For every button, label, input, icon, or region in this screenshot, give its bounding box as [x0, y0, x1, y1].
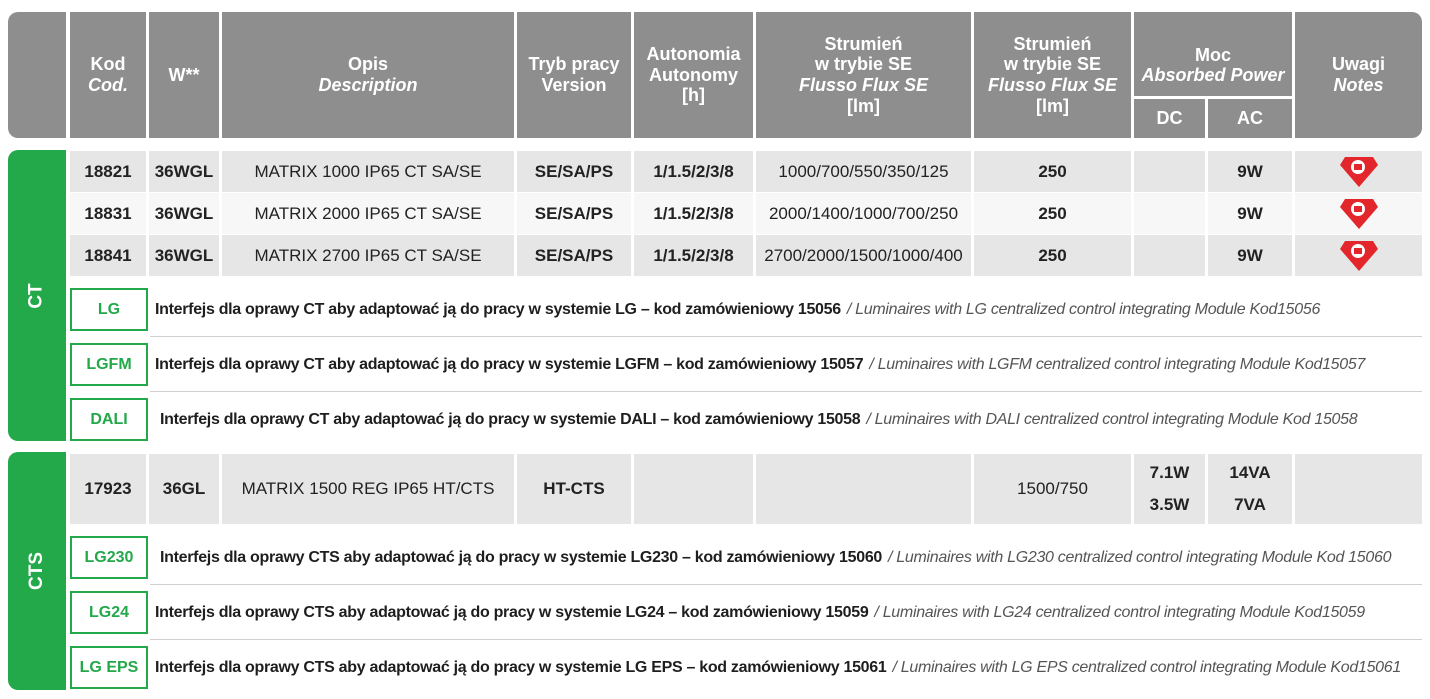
interface-badge-lg-eps: LG EPS: [70, 646, 148, 689]
header-uwagi: [1295, 12, 1422, 138]
header-strumien-2-l1: Strumień: [1013, 33, 1092, 54]
cell-notes: [1295, 454, 1422, 524]
interface-text-en: / Luminaires with LG230 centralized control integrating Module Kod 15060: [888, 548, 1392, 566]
header-strumien-2-l3: Flusso Flux SE: [987, 75, 1118, 95]
cell-flux: 1000/700/550/350/125: [756, 151, 971, 192]
cell-opis: MATRIX 2700 IP65 CT SA/SE: [222, 235, 514, 276]
interface-text-en: / Luminaires with LG centralized control integrating Module Kod15056: [846, 300, 1321, 318]
interface-text-en: / Luminaires with DALI centralized control integrating Module Kod 15058: [866, 410, 1358, 428]
cell-dc-value-2: 3.5W: [1149, 495, 1190, 514]
header-opis-label: Opis: [347, 54, 388, 75]
header-ac-label: AC: [1237, 108, 1263, 129]
cell-flux: [756, 454, 971, 524]
header-strumien-2-l2: w trybie SE: [1003, 54, 1102, 75]
row-divider: [150, 584, 1422, 585]
header-moc: [1134, 12, 1292, 96]
interface-description: [155, 591, 1420, 634]
header-strumien-1-l2: w trybie SE: [814, 54, 913, 75]
interface-text-en: / Luminaires with LG EPS centralized control integrating Module Kod15061: [892, 658, 1401, 676]
section-label-ct: [8, 150, 66, 441]
cell-dc: [1134, 151, 1205, 192]
header-ac: [1208, 99, 1292, 138]
cell-flux-se: 250: [974, 193, 1131, 234]
header-kod: [70, 12, 146, 138]
interface-badge-lgfm: LGFM: [70, 343, 148, 386]
cell-autonomia: 1/1.5/2/3/8: [634, 193, 753, 234]
cell-notes: [1295, 193, 1422, 234]
header-kod-en: Cod.: [88, 75, 128, 95]
interface-text-pl: Interfejs dla oprawy CT aby adaptować ją do pracy w systemie LGFM – kod zamówieniowy 15057: [155, 355, 864, 373]
cell-tryb: SE/SA/PS: [517, 235, 631, 276]
cell-autonomia: [634, 454, 753, 524]
cell-dc: [1134, 454, 1205, 524]
header-autonomia-label: Autonomia: [646, 43, 741, 64]
cell-notes: [1295, 235, 1422, 276]
cell-flux-se: 250: [974, 235, 1131, 276]
cell-flux: 2700/2000/1500/1000/400: [756, 235, 971, 276]
cell-kod: 18831: [70, 193, 146, 234]
section-label-cts: [8, 452, 66, 690]
header-strumien-2: [974, 12, 1131, 138]
cell-dc: [1134, 235, 1205, 276]
cell-opis: MATRIX 2000 IP65 CT SA/SE: [222, 193, 514, 234]
header-autonomia-en: Autonomy: [649, 64, 738, 85]
header-moc-label: Moc: [1195, 44, 1231, 65]
cell-ac: 9W: [1208, 151, 1292, 192]
ip-badge-icon: [1339, 197, 1379, 231]
header-opis-en: Description: [318, 75, 418, 95]
header-w: [149, 12, 219, 138]
interface-description: [160, 536, 1420, 579]
cell-kod: 18841: [70, 235, 146, 276]
header-strumien-1-l3: Flusso Flux SE: [798, 75, 929, 95]
header-uwagi-label: Uwagi: [1331, 54, 1385, 75]
header-autonomia-unit: [h]: [682, 85, 705, 106]
cell-ac-value-1: 14VA: [1229, 463, 1271, 482]
header-tryb: [517, 12, 631, 138]
header-autonomia: [634, 12, 753, 138]
cell-flux-se: 1500/750: [974, 454, 1131, 524]
header-strumien-2-l4: [lm]: [1036, 95, 1069, 116]
header-moc-en: Absorbed Power: [1141, 65, 1285, 86]
cell-kod: 17923: [70, 454, 146, 524]
interface-text-pl: Interfejs dla oprawy CTS aby adaptować ją do pracy w systemie LG230 – kod zamówieniowy 15060: [160, 548, 883, 566]
interface-text-pl: Interfejs dla oprawy CTS aby adaptować ją do pracy w systemie LG24 – kod zamówieniowy 15059: [155, 603, 869, 621]
header-dc: [1134, 99, 1205, 138]
cell-w: 36WGL: [149, 235, 219, 276]
cell-autonomia: 1/1.5/2/3/8: [634, 235, 753, 276]
cell-w: 36WGL: [149, 193, 219, 234]
row-divider: [150, 639, 1422, 640]
row-divider: [150, 336, 1422, 337]
interface-description: [155, 646, 1420, 689]
interface-description: [160, 398, 1420, 441]
ip-badge-icon: [1339, 239, 1379, 273]
cell-flux: 2000/1400/1000/700/250: [756, 193, 971, 234]
cell-kod: 18821: [70, 151, 146, 192]
cell-ac-value-2: 7VA: [1234, 495, 1266, 514]
cell-dc-value-1: 7.1W: [1149, 463, 1190, 482]
interface-description: [155, 288, 1420, 331]
cell-ac: 9W: [1208, 235, 1292, 276]
cell-opis: MATRIX 1500 REG IP65 HT/CTS: [222, 454, 514, 524]
header-dc-label: DC: [1156, 108, 1183, 129]
ip-badge-icon: [1339, 155, 1379, 189]
header-tryb-label: Tryb pracy: [528, 54, 620, 75]
header-corner: [8, 12, 66, 138]
interface-badge-lg24: LG24: [70, 591, 148, 634]
header-strumien-1: [756, 12, 971, 138]
header-strumien-1-l4: [lm]: [847, 95, 880, 116]
header-w-label: W**: [168, 64, 200, 85]
cell-autonomia: 1/1.5/2/3/8: [634, 151, 753, 192]
cell-ac: 9W: [1208, 193, 1292, 234]
header-strumien-1-l1: Strumień: [824, 33, 903, 54]
interface-text-pl: Interfejs dla oprawy CT aby adaptować ją do pracy w systemie DALI – kod zamówieniowy 15058: [160, 410, 861, 428]
cell-tryb: SE/SA/PS: [517, 151, 631, 192]
cell-w: 36GL: [149, 454, 219, 524]
section-cts-text: CTS: [26, 552, 47, 590]
cell-notes: [1295, 151, 1422, 192]
interface-text-pl: Interfejs dla oprawy CT aby adaptować ją do pracy w systemie LG – kod zamówieniowy 15056: [155, 300, 841, 318]
interface-badge-dali: DALI: [70, 398, 148, 441]
header-tryb-en: Version: [541, 75, 607, 95]
row-divider: [150, 391, 1422, 392]
cell-flux-se: 250: [974, 151, 1131, 192]
cell-opis: MATRIX 1000 IP65 CT SA/SE: [222, 151, 514, 192]
interface-badge-lg230: LG230: [70, 536, 148, 579]
header-uwagi-en: Notes: [1333, 75, 1384, 95]
cell-ac: [1208, 454, 1292, 524]
header-opis: [222, 12, 514, 138]
interface-badge-lg: LG: [70, 288, 148, 331]
cell-w: 36WGL: [149, 151, 219, 192]
header-kod-label: Kod: [90, 54, 126, 75]
interface-text-pl: Interfejs dla oprawy CTS aby adaptować ją do pracy w systemie LG EPS – kod zamówieniowy 15061: [155, 658, 887, 676]
section-ct-text: CT: [25, 282, 47, 309]
cell-dc: [1134, 193, 1205, 234]
interface-text-en: / Luminaires with LGFM centralized control integrating Module Kod15057: [869, 355, 1366, 373]
cell-tryb: SE/SA/PS: [517, 193, 631, 234]
cell-tryb: HT-CTS: [517, 454, 631, 524]
interface-description: [155, 343, 1420, 386]
interface-text-en: / Luminaires with LG24 centralized control integrating Module Kod15059: [874, 603, 1365, 621]
